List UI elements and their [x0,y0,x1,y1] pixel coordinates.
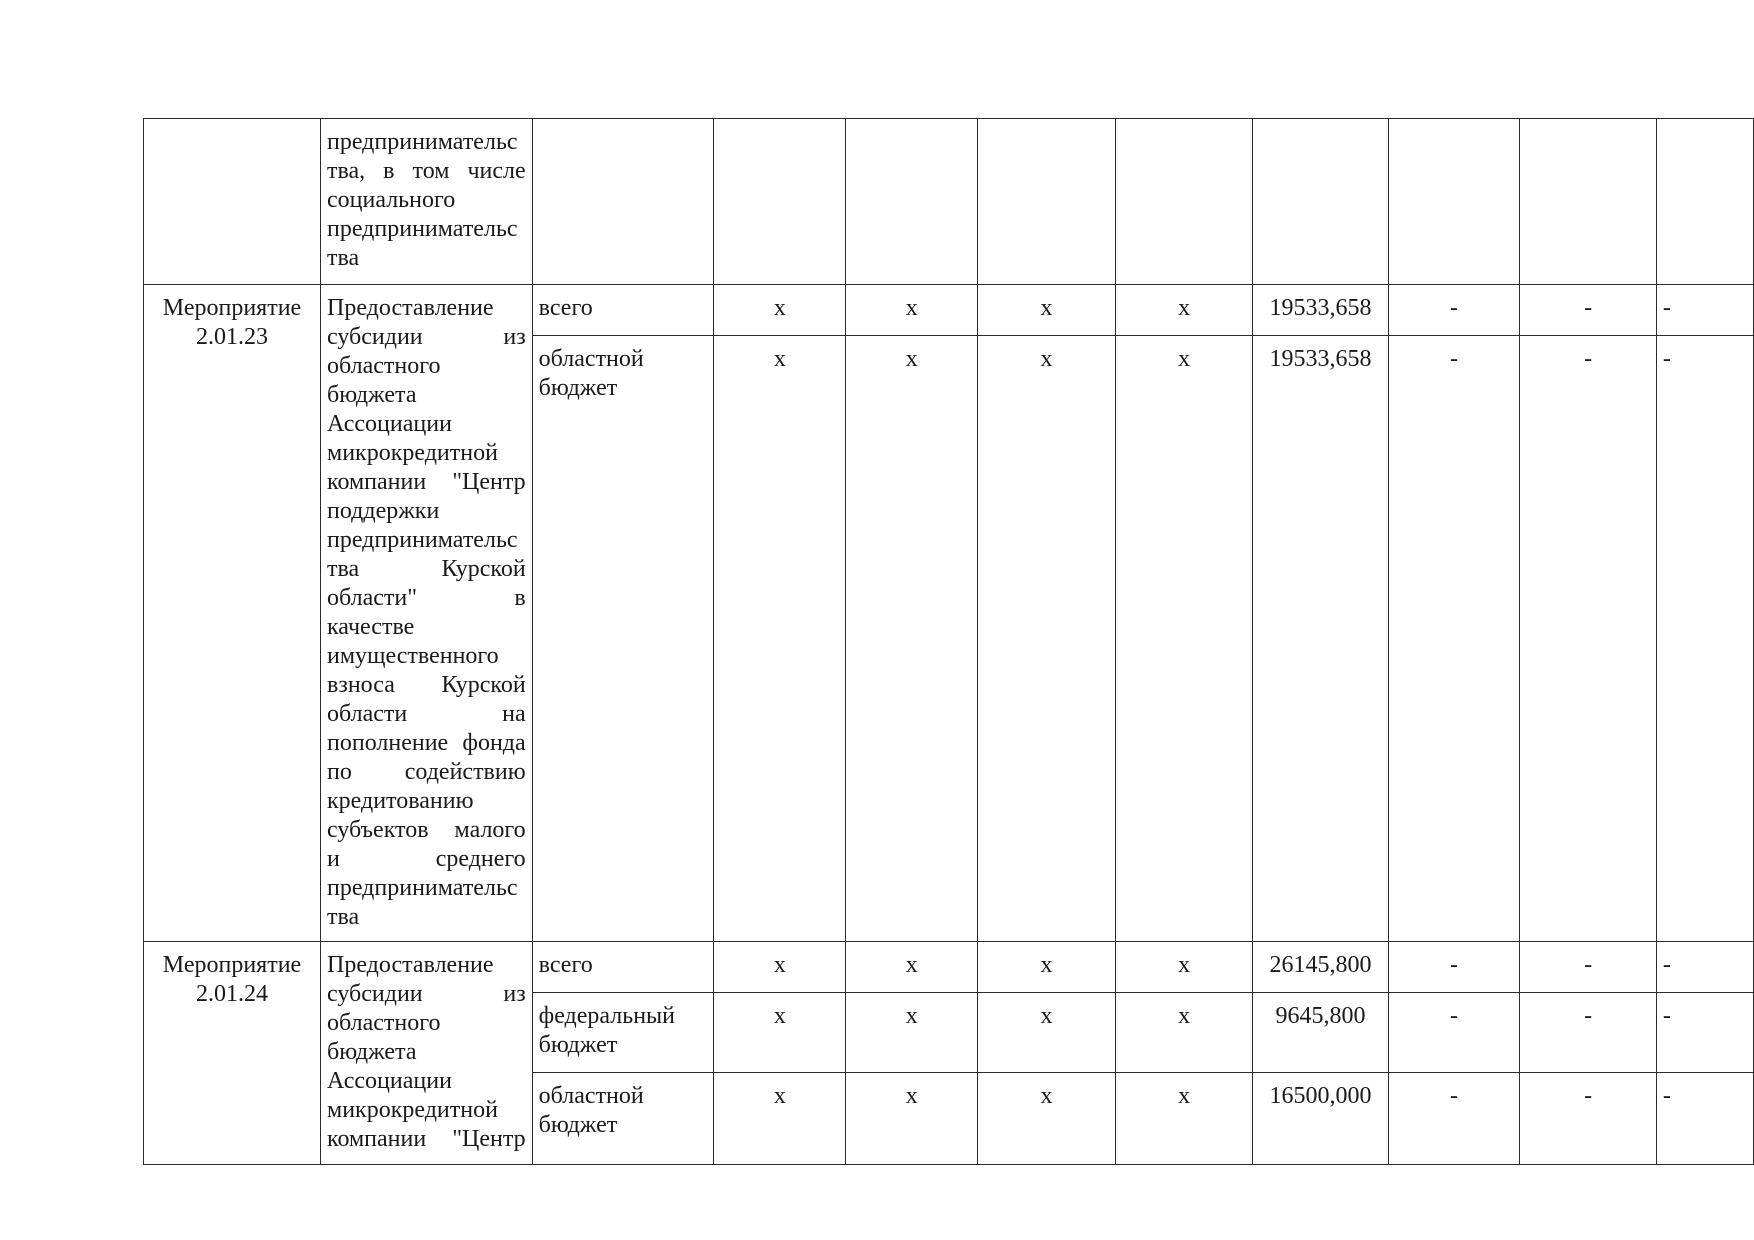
description-line: области" в [327,585,526,611]
dash-cell: - [1520,993,1657,1073]
mark-cell: х [978,942,1116,993]
dash-cell: - [1656,1073,1753,1165]
description-line: поддержки [327,498,440,524]
dash-cell: - [1656,336,1753,942]
description-line: предпринимательс [327,875,518,901]
description-line: качестве [327,614,415,640]
event-description [321,119,533,285]
description-line: тва [327,904,360,930]
amount-cell: 9645,800 [1253,993,1388,1073]
budget-table [143,118,1754,1165]
dash-cell: - [1656,285,1753,336]
description-line: социального [327,187,456,213]
description-line: тва, в том числе [327,158,526,184]
source-cell-empty [532,119,714,285]
description-line: предпринимательс [327,129,518,155]
description-line: взноса Курской [327,672,526,698]
empty-cell [1656,119,1753,285]
event-label: Мероприятие [162,295,302,321]
mark-cell: х [714,993,846,1073]
dash-cell: - [1520,336,1657,942]
dash-cell: - [1656,942,1753,993]
description-line: тва [327,245,360,271]
table-row [144,942,1754,993]
description-line: кредитованию [327,788,474,814]
mark-cell: х [714,942,846,993]
description-line: пополнение фонда [327,730,526,756]
description-line: предпринимательс [327,216,518,242]
event-code: 2.01.23 [196,324,268,350]
description-line: Ассоциации [327,1068,452,1094]
mark-cell: х [1115,285,1253,336]
dash-cell: - [1388,285,1520,336]
empty-cell [1253,119,1388,285]
event-name-cell [144,942,321,1165]
dash-cell: - [1520,1073,1657,1165]
mark-cell: х [978,993,1116,1073]
empty-cell [714,119,846,285]
description-line: областного [327,353,441,379]
empty-cell [1388,119,1520,285]
funding-source: областной бюджет [532,336,714,942]
table-body [144,119,1754,1165]
amount-cell: 16500,000 [1253,1073,1388,1165]
table-row [144,285,1754,336]
amount-cell: 19533,658 [1253,285,1388,336]
funding-source: всего [532,285,714,336]
description-line: бюджета [327,382,417,408]
table-row-continuation [144,119,1754,285]
mark-cell: х [714,1073,846,1165]
mark-cell: х [846,336,978,942]
amount-cell: 26145,800 [1253,942,1388,993]
description-line: областного [327,1010,441,1036]
mark-cell: х [1115,993,1253,1073]
event-description [321,285,533,942]
mark-cell: х [846,1073,978,1165]
dash-cell: - [1388,336,1520,942]
description-line: субъектов малого [327,817,526,843]
description-line: тва Курской [327,556,526,582]
mark-cell: х [714,336,846,942]
description-line: микрокредитной [327,440,498,466]
dash-cell: - [1388,942,1520,993]
dash-cell: - [1656,993,1753,1073]
mark-cell: х [978,336,1116,942]
event-cell-empty [144,119,321,285]
mark-cell: х [714,285,846,336]
description-line: компании "Центр [327,1126,526,1152]
funding-source: всего [532,942,714,993]
description-line: субсидии из [327,981,526,1007]
description-line: области на [327,701,526,727]
dash-cell: - [1388,1073,1520,1165]
dash-cell: - [1520,942,1657,993]
mark-cell: х [846,993,978,1073]
amount-cell: 19533,658 [1253,336,1388,942]
description-line: компании "Центр [327,469,526,495]
empty-cell [846,119,978,285]
description-line: Предоставление [327,952,494,978]
event-name-cell [144,285,321,942]
empty-cell [1115,119,1253,285]
description-line: имущественного [327,643,499,669]
description-line: микрокредитной [327,1097,498,1123]
mark-cell: х [1115,1073,1253,1165]
empty-cell [978,119,1116,285]
event-description [321,942,533,1165]
description-line: предпринимательс [327,527,518,553]
description-line: по содействию [327,759,526,785]
description-line: субсидии из [327,324,526,350]
mark-cell: х [1115,336,1253,942]
dash-cell: - [1388,993,1520,1073]
description-line: бюджета [327,1039,417,1065]
description-line: Ассоциации [327,411,452,437]
event-code: 2.01.24 [196,981,268,1007]
event-label: Мероприятие [162,952,302,978]
mark-cell: х [978,1073,1116,1165]
dash-cell: - [1520,285,1657,336]
description-line: Предоставление [327,295,494,321]
mark-cell: х [978,285,1116,336]
mark-cell: х [846,942,978,993]
description-line: и среднего [327,846,526,872]
mark-cell: х [1115,942,1253,993]
funding-source: федеральный бюджет [532,993,714,1073]
funding-source: областной бюджет [532,1073,714,1165]
empty-cell [1520,119,1657,285]
mark-cell: х [846,285,978,336]
